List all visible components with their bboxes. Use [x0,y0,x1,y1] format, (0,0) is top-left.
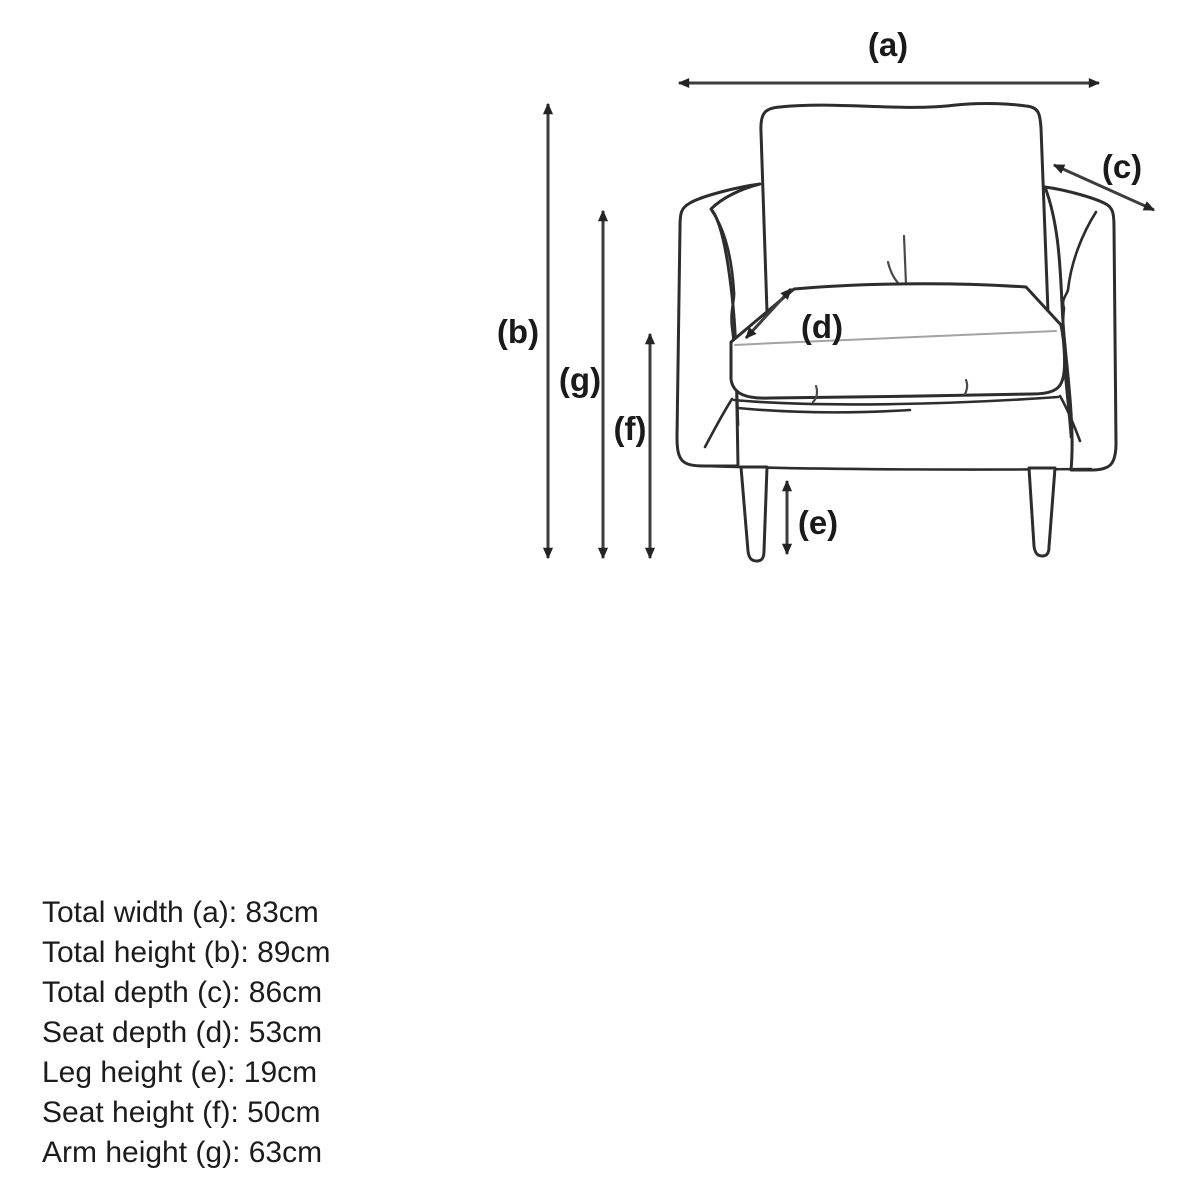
spec-line-total-height: Total height (b): 89cm [42,936,331,969]
spec-line-seat-depth: Seat depth (d): 53cm [42,1016,323,1049]
armchair-drawing [677,103,1116,561]
spec-line-leg-height: Leg height (e): 19cm [42,1056,318,1089]
spec-line-total-width: Total width (a): 83cm [42,896,319,929]
label-a: (a) [867,26,909,63]
label-f: (f) [613,410,647,447]
spec-line-arm-height: Arm height (g): 63cm [42,1136,323,1169]
label-e: (e) [797,504,839,541]
under-cushion-seam-2 [738,408,910,412]
spec-line-total-depth: Total depth (c): 86cm [42,976,323,1009]
spec-line-seat-height: Seat height (f): 50cm [42,1096,321,1129]
front-right-leg [1029,468,1055,556]
label-g: (g) [558,361,602,398]
label-b: (b) [496,313,540,350]
back-cushion [761,103,1048,312]
spec-list [42,893,330,1173]
label-d: (d) [800,308,844,345]
label-c: (c) [1101,148,1143,185]
front-left-leg [741,467,767,561]
